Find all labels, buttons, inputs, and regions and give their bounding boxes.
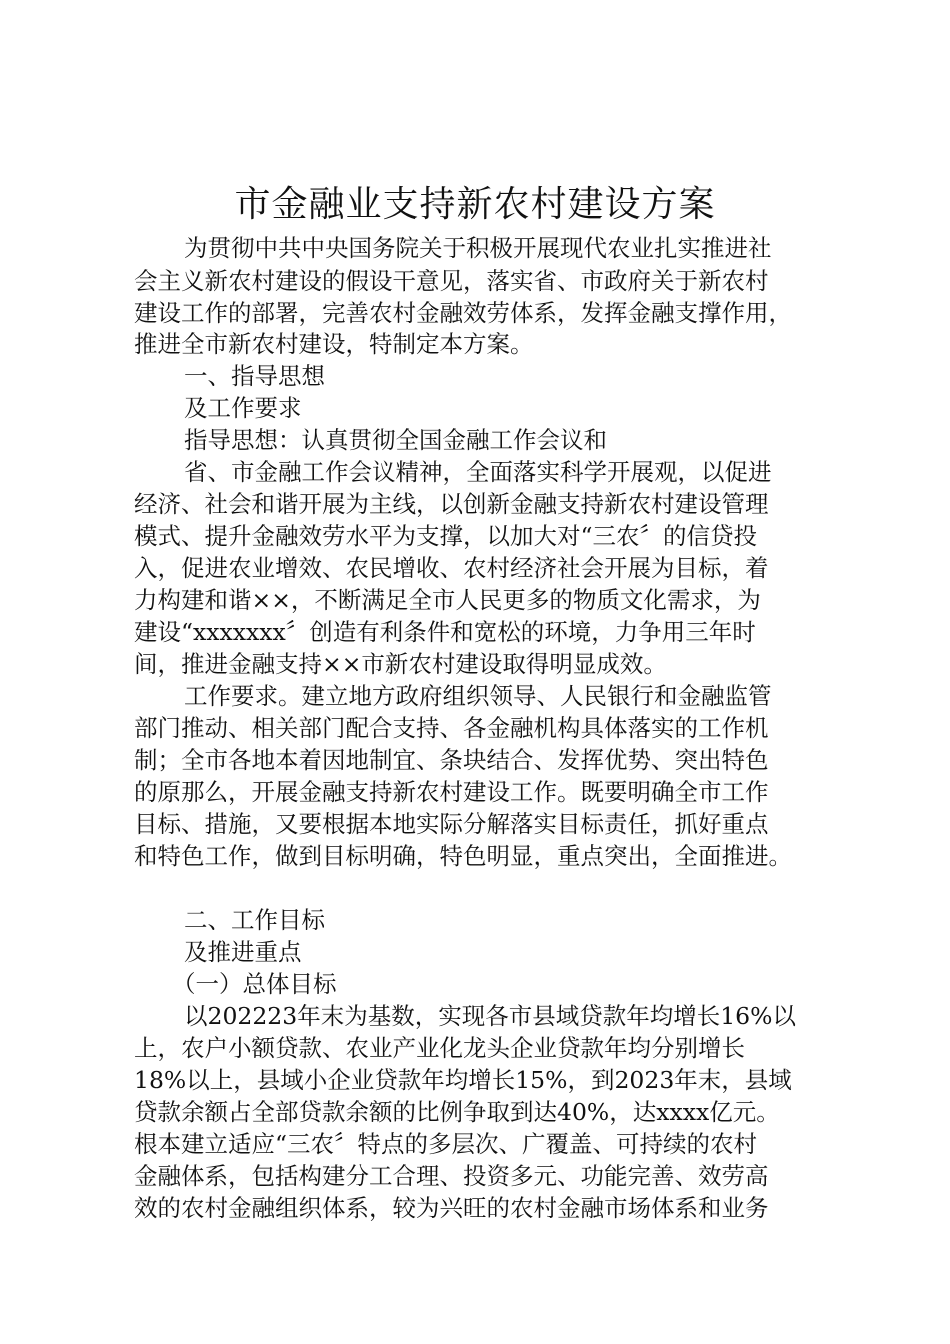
paragraph-line: 建设工作的部署，完善农村金融效劳体系，发挥金融支撑作用， bbox=[134, 299, 792, 327]
paragraph-line: 和特色工作，做到目标明确，特色明显，重点突出，全面推进。 bbox=[134, 842, 792, 870]
paragraph-line: 经济、社会和谐开展为主线，以创新金融支持新农村建设管理 bbox=[134, 490, 769, 518]
paragraph-line: 模式、提升金融效劳水平为支撑，以加大对“三农〞的信贷投 bbox=[134, 522, 758, 550]
paragraph-line: 为贯彻中共中央国务院关于积极开展现代农业扎实推进社 bbox=[184, 234, 772, 262]
paragraph-line: 上，农户小额贷款、农业产业化龙头企业贷款年均分别增长 bbox=[134, 1034, 745, 1062]
section-heading: 及工作要求 bbox=[184, 394, 302, 422]
paragraph-line: 效的农村金融组织体系，较为兴旺的农村金融市场体系和业务 bbox=[134, 1194, 769, 1222]
paragraph-line: 部门推动、相关部门配合支持、各金融机构具体落实的工作机 bbox=[134, 714, 769, 742]
paragraph-line: 工作要求。建立地方政府组织领导、人民银行和金融监管 bbox=[184, 682, 772, 710]
subsection-heading: （一）总体目标 bbox=[172, 970, 337, 998]
paragraph-line: 制；全市各地本着因地制宜、条块结合、发挥优势、突出特色 bbox=[134, 746, 769, 774]
paragraph-line: 推进全市新农村建设，特制定本方案。 bbox=[134, 330, 534, 358]
paragraph-line: 会主义新农村建设的假设干意见，落实省、市政府关于新农村 bbox=[134, 267, 769, 295]
paragraph-line: 省、市金融工作会议精神，全面落实科学开展观，以促进 bbox=[184, 458, 772, 486]
paragraph-line: 金融体系，包括构建分工合理、投资多元、功能完善、效劳高 bbox=[134, 1162, 769, 1190]
paragraph-line: 根本建立适应“三农〞特点的多层次、广覆盖、可持续的农村 bbox=[134, 1130, 758, 1158]
section-heading: 二、工作目标 bbox=[184, 906, 325, 934]
paragraph-line: 目标、措施，又要根据本地实际分解落实目标责任，抓好重点 bbox=[134, 810, 769, 838]
paragraph-line: 间，推进金融支持××市新农村建设取得明显成效。 bbox=[134, 650, 667, 678]
paragraph-line: 指导思想：认真贯彻全国金融工作会议和 bbox=[184, 426, 607, 454]
document-title: 市金融业支持新农村建设方案 bbox=[234, 184, 716, 225]
section-heading: 及推进重点 bbox=[184, 938, 302, 966]
paragraph-line: 入，促进农业增效、农民增收、农村经济社会开展为目标，着 bbox=[134, 554, 769, 582]
paragraph-line: 贷款余额占全部贷款余额的比例争取到达40%，达xxxx亿元。 bbox=[134, 1098, 780, 1126]
paragraph-line: 建设“xxxxxxx〞创造有利条件和宽松的环境，力争用三年时 bbox=[134, 618, 756, 646]
paragraph-line: 的原那么，开展金融支持新农村建设工作。既要明确全市工作 bbox=[134, 778, 769, 806]
paragraph-line: 力构建和谐××，不断满足全市人民更多的物质文化需求，为 bbox=[134, 586, 761, 614]
section-heading: 一、指导思想 bbox=[184, 362, 325, 390]
paragraph-line: 18%以上，县域小企业贷款年均增长15%，到2023年末，县域 bbox=[134, 1066, 792, 1094]
paragraph-line: 以202223年末为基数，实现各市县域贷款年均增长16%以 bbox=[184, 1002, 796, 1030]
